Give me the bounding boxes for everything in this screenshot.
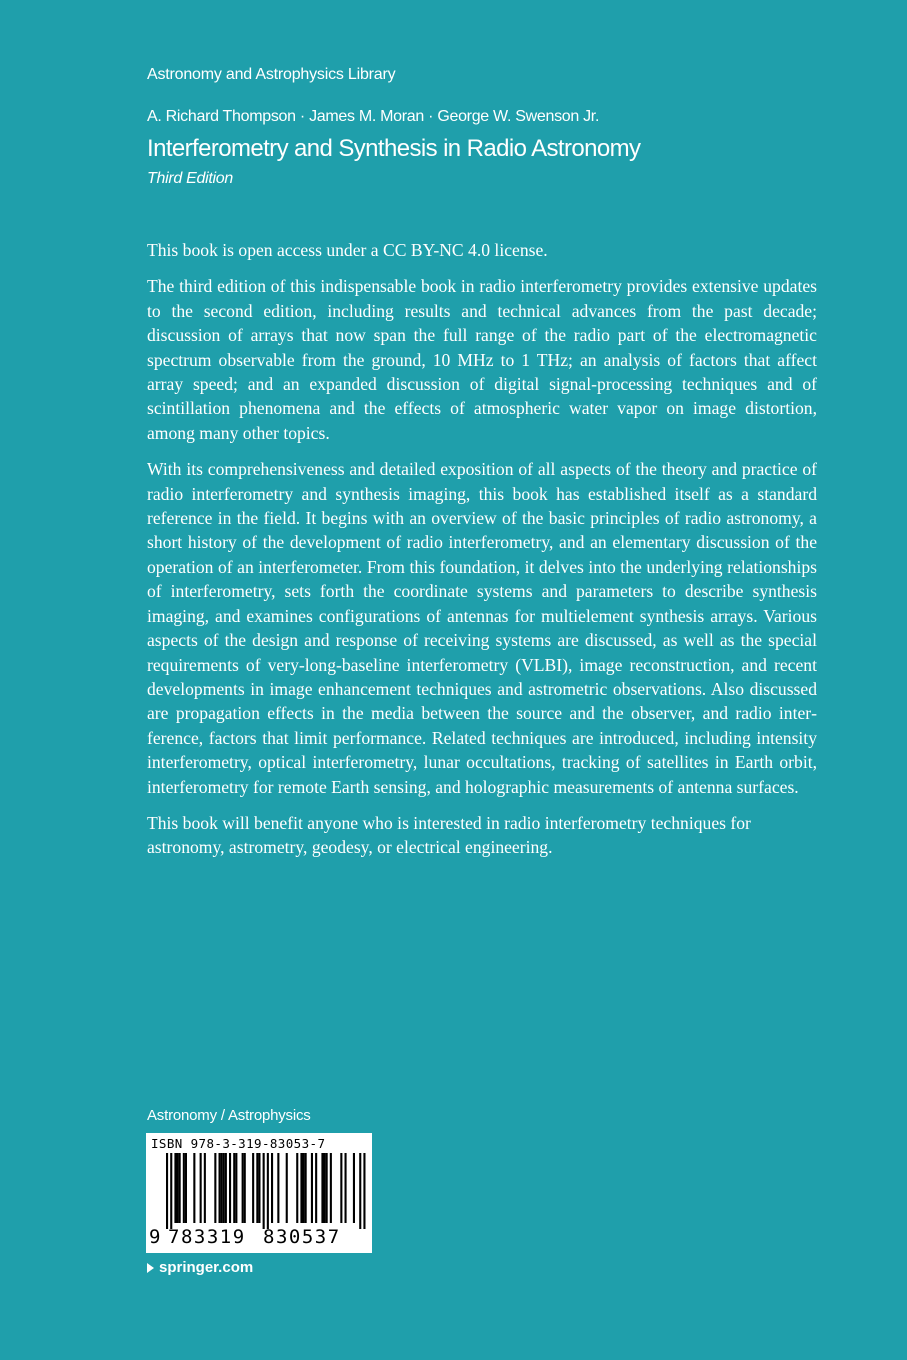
authors: A. Richard Thompson · James M. Moran · George W. Swenson Jr. [147, 108, 600, 125]
barcode-bar [256, 1153, 258, 1223]
barcode-bar [252, 1153, 254, 1223]
barcode-bar [340, 1153, 342, 1223]
isbn-barcode [146, 1133, 372, 1253]
barcode-bars [146, 1153, 372, 1231]
blurb-paragraph-audience: This book will benefit anyone who is interested in radio interferometry techniques for astronomy, astrometry, geodesy, or electrical engineering. [147, 812, 751, 858]
barcode-bar [363, 1153, 365, 1229]
barcode-bar [315, 1153, 317, 1223]
blurb-paragraph-overview: With its comprehensiveness and detailed exposition of all aspects of the theory and practice of radio interferometry and synthesis imaging, this book has established itself as a standard reference in the field. It begins with an overview of the basic principles of radio astronomy, a short history of the development of radio interferometry, and an elementary discussion of the operation of an interferometer. From this foundation, it delves into the underlying relationships of interferometry, sets forth the coordinate systems and parameters to describe synthesis imaging, and examines configurations of antennas for multielement synthesis arrays. Various aspects of the design and response of receiving systems are discussed, as well as the special requirements of very-long-baseline interferometry (VLBI), image reconstruction, and recent developments in image enhancement techniques and astrometric observations. Also discussed are propagation effects in the media between the source and the observer, and radio interference, factors that limit performance. Related techniques are introduced, including intensity interferometry, optical interferometry, lunar occultations, tracking of satellites in Earth orbit, interferometry for remote Earth sensing, and holographic measurements of antenna surfaces. [147, 459, 817, 797]
barcode-bar [223, 1153, 225, 1223]
barcode-bar [214, 1153, 216, 1223]
barcode-bar [179, 1153, 181, 1223]
barcode-bar [170, 1153, 172, 1229]
barcode-bar [183, 1153, 185, 1223]
blurb [147, 238, 817, 872]
barcode-bar [174, 1153, 176, 1223]
barcode-bar [345, 1153, 347, 1223]
barcode-bar [330, 1153, 332, 1223]
barcode-bar [303, 1153, 305, 1223]
barcode-bar [353, 1153, 355, 1223]
isbn-label: ISBN 978-3-319-83053-7 [151, 1136, 326, 1151]
barcode-bar [296, 1153, 298, 1223]
barcode-bar [311, 1153, 313, 1223]
barcode-bar [300, 1153, 302, 1223]
barcode-bar [267, 1153, 269, 1229]
barcode-bar [326, 1153, 328, 1223]
barcode-bar [263, 1153, 265, 1229]
barcode-bar [242, 1153, 244, 1223]
barcode-bar [321, 1153, 323, 1223]
publisher-website: springer.com [159, 1259, 254, 1276]
barcode-bar [185, 1153, 187, 1223]
barcode-bar [166, 1153, 168, 1229]
blurb-paragraph-updates: The third edition of this indispensable book in radio interferometry provides extensive updates to the second edition, including results and technical advances from the past decade; discussion of arrays that now span the full range of the radio part of the electromagnetic spectrum observable from the ground, 10 MHz to 1 THz; an analysis of factors that affect array speed; and an expanded discussion of digital signal-processing techniques and of scintillation phenomena and the effects of atmospheric water vapor on image distortion, among many other topics. [147, 276, 817, 443]
barcode-bar [324, 1153, 326, 1223]
ean-first-digit: 9 [149, 1226, 161, 1248]
barcode-bar [229, 1153, 231, 1223]
barcode-bar [244, 1153, 246, 1223]
ean-right-digits: 830537 [263, 1226, 341, 1248]
series-name: Astronomy and Astrophysics Library [147, 66, 396, 83]
barcode-bar [221, 1153, 223, 1223]
barcode-bar [177, 1153, 179, 1223]
barcode-bar [233, 1153, 235, 1223]
subject-category: Astronomy / Astrophysics [147, 1107, 311, 1124]
barcode-bar [225, 1153, 227, 1223]
publisher-link[interactable] [147, 1259, 253, 1276]
edition: Third Edition [147, 170, 233, 187]
arrow-right-icon [147, 1263, 154, 1273]
ean-left-digits: 783319 [168, 1226, 246, 1248]
barcode-bar [286, 1153, 288, 1223]
barcode-bar [193, 1153, 195, 1223]
barcode-bar [235, 1153, 237, 1223]
barcode-bar [359, 1153, 361, 1229]
barcode-bar [219, 1153, 221, 1223]
barcode-bar [271, 1153, 273, 1223]
barcode-bar [258, 1153, 260, 1223]
book-title: Interferometry and Synthesis in Radio Astronomy [147, 135, 641, 162]
blurb-paragraph-license: This book is open access under a CC BY-NC 4.0 license. [147, 240, 548, 260]
barcode-bar [204, 1153, 206, 1223]
barcode-bar [305, 1153, 307, 1223]
barcode-bar [200, 1153, 202, 1223]
barcode-bar [277, 1153, 279, 1223]
